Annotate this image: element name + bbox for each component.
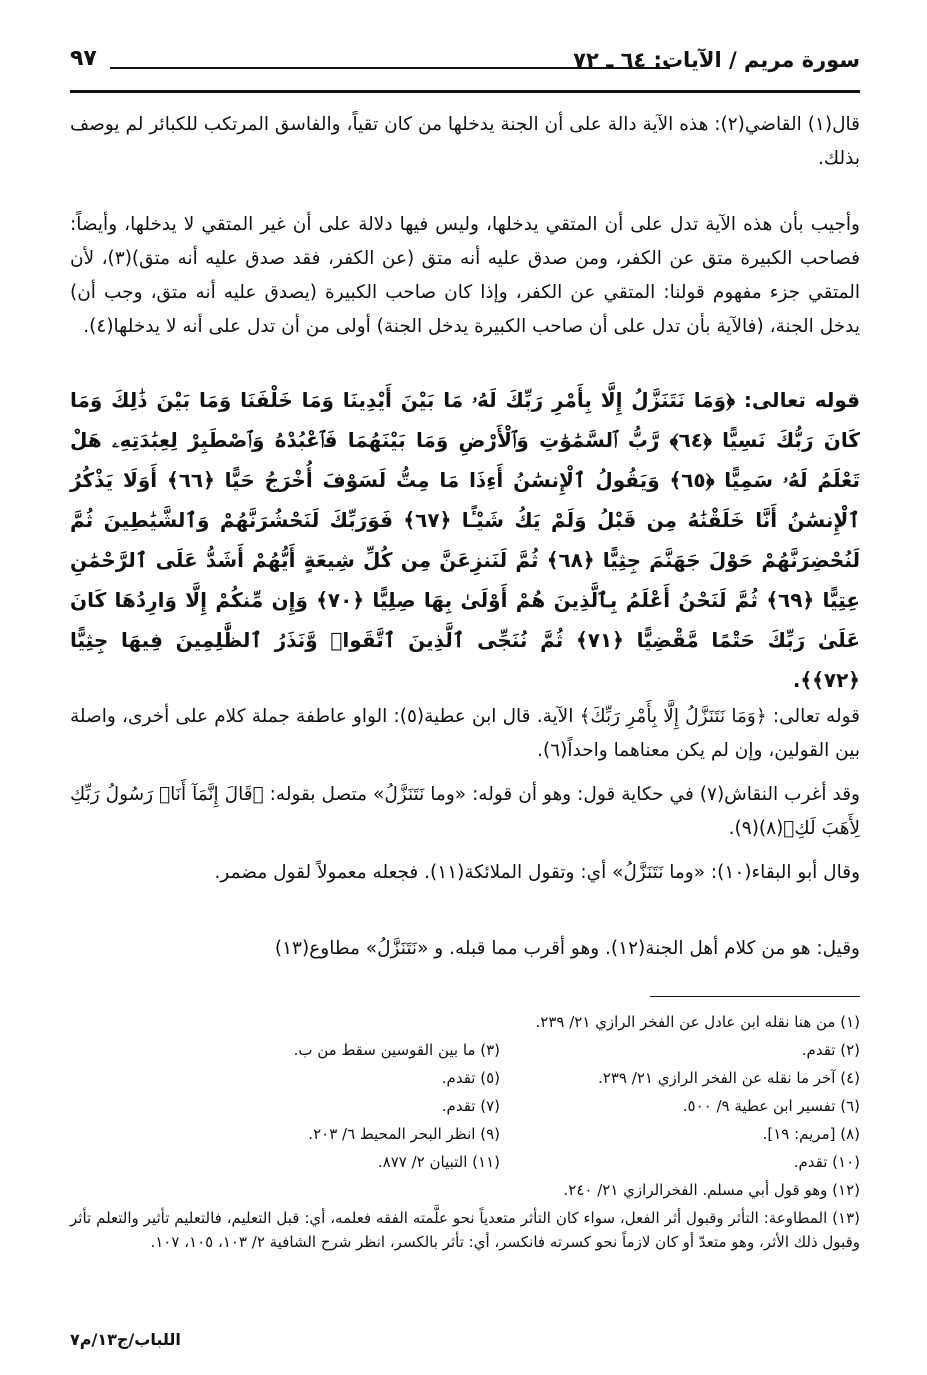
footnote-row — [70, 1122, 860, 1146]
footnote-row — [70, 1178, 860, 1202]
footnote-10: (١٠) تقدم. — [793, 1153, 860, 1171]
footnote-row — [70, 1066, 860, 1090]
footnote-row — [70, 1038, 860, 1062]
footnote-3: (٣) ما بين القوسين سقط من ب. — [293, 1041, 500, 1059]
main-text-3 — [70, 700, 860, 768]
page-number: ٩٧ — [70, 46, 97, 71]
footnote-7: (٧) تقدم. — [441, 1097, 500, 1115]
footnote-8: (٨) [مريم: ١٩]. — [762, 1125, 860, 1143]
footnote-5: (٥) تقدم. — [441, 1069, 500, 1087]
footnote-9: (٩) انظر البحر المحيط ٦/ ٢٠٣. — [308, 1125, 500, 1143]
paragraph-4: وقد أغرب النقاش(٧) في حكاية قول: وهو أن قوله: «وما نَتَنَزَّلُ» متصل بقوله: ﴿قَالَ إِنَّمَآ أَنَا۠ رَسُولُ رَبِّكِ لِأَهَبَ لَكِ﴾(٨)(٩). — [70, 784, 860, 839]
main-text-4 — [70, 778, 860, 846]
footnote-13: (١٣) المطاوعة: التأثر وقبول أثر الفعل، سواء كان التأثر متعدياً نحو علَّمته الفقه فعلمه، أي: قبل التعليم، فالتعليم تأثير والتعلم تأثر وقبول ذلك الأثر، وهو متعدّ أو كان لازماً نحو كسرته فانكسر، أي: تأثر بالكسر، انظر شرح الشافية ٢/ ١٠٣، ١٠٥، ١٠٧. — [70, 1209, 860, 1251]
footnote-row — [70, 1094, 860, 1118]
paragraph-1: قال(١) القاضي(٢): هذه الآية دالة على أن الجنة يدخلها من كان تقياً، والفاسق المرتكب للكبائر لم يوصف بذلك. — [70, 114, 860, 169]
footnote-6: (٦) تفسير ابن عطية ٩/ ٥٠٠. — [682, 1097, 860, 1115]
header-dash-line — [110, 67, 670, 69]
main-text-6 — [70, 932, 860, 966]
running-header — [70, 40, 860, 84]
paragraph-3: قوله تعالى: ﴿وَمَا نَتَنَزَّلُ إِلَّا بِأَمْرِ رَبِّكَ﴾ الآية. قال ابن عطية(٥): الواو عاطفة جملة كلام على أخرى، واصلة بين القولين، وإن لم يكن معناهما واحداً(٦). — [70, 706, 860, 761]
quran-verses — [70, 380, 860, 700]
footnote-row — [70, 1010, 860, 1034]
paragraph-6: وقيل: هو من كلام أهل الجنة(١٢). وهو أقرب مما قبله. و «نَتَنَزَّلُ» مطاوع(١٣) — [274, 938, 860, 959]
footnote-separator — [650, 996, 860, 997]
footnote-12: (١٢) وهو قول أبي مسلم. الفخرالرازي ٢١/ ٢٤٠. — [563, 1181, 860, 1199]
footnote-4: (٤) آخر ما نقله عن الفخر الرازي ٢١/ ٢٣٩. — [598, 1069, 860, 1087]
surah-title: سورة مريم / الآيات: ٦٤ ـ ٧٢ — [573, 48, 860, 72]
main-text-5 — [70, 856, 860, 890]
main-text-2 — [70, 208, 860, 344]
footnote-2: (٢) تقدم. — [801, 1041, 860, 1059]
footnotes — [70, 1010, 860, 1320]
header-rule — [70, 90, 860, 93]
volume-signature: اللباب/ج١٣/م٧ — [70, 1330, 181, 1349]
paragraph-2: وأجيب بأن هذه الآية تدل على أن المتقي يدخلها، وليس فيها دلالة على أن غير المتقي لا يدخلها، وأيضاً: فصاحب الكبيرة متق عن الكفر، ومن صدق عليه أنه متق (عن الكفر، فقد صدق عليه أنه متق)(٣)، لأن المتقي جزء مفهوم قولنا: المتقي عن الكفر، وإذا كان صاحب الكبيرة (يصدق عليه أنه متق، وجب أن) يدخل الجنة، (فالآية بأن تدل على أن صاحب الكبيرة يدخل الجنة) أولى من أن تدل على أنه لا يدخلها(٤). — [70, 214, 860, 337]
main-text-1 — [70, 108, 860, 176]
footnote-1: (١) من هنا نقله ابن عادل عن الفخر الرازي ٢١/ ٢٣٩. — [535, 1013, 860, 1031]
footnote-11: (١١) التبيان ٢/ ٨٧٧. — [377, 1153, 500, 1171]
quran-verses-text: قوله تعالى: ﴿وَمَا نَتَنَزَّلُ إِلَّا بِأَمْرِ رَبِّكَ لَهُۥ مَا بَيْنَ أَيْدِينَا وَمَا خَلْفَنَا وَمَا بَيْنَ ذَٰلِكَ وَمَا كَانَ رَبُّكَ نَسِيًّا ﴿٦٤﴾ رَّبُّ ٱلسَّمَٰوَٰتِ وَٱلْأَرْضِ وَمَا بَيْنَهُمَا فَٱعْبُدْهُ وَٱصْطَبِرْ لِعِبَٰدَتِهِۦ هَلْ تَعْلَمُ لَهُۥ سَمِيًّا ﴿٦٥﴾ وَيَقُولُ ٱلْإِنسَٰنُ أَءِذَا مَا مِتُّ لَسَوْفَ أُخْرَجُ حَيًّا ﴿٦٦﴾ أَوَلَا يَذْكُرُ ٱلْإِنسَٰنُ أَنَّا خَلَقْنَٰهُ مِن قَبْلُ وَلَمْ يَكُ شَيْـًٔا ﴿٦٧﴾ فَوَرَبِّكَ لَنَحْشُرَنَّهُمْ وَٱلشَّيَٰطِينَ ثُمَّ لَنُحْضِرَنَّهُمْ حَوْلَ جَهَنَّمَ جِثِيًّا ﴿٦٨﴾ ثُمَّ لَنَنزِعَنَّ مِن كُلِّ شِيعَةٍ أَيُّهُمْ أَشَدُّ عَلَى ٱلرَّحْمَٰنِ عِتِيًّا ﴿٦٩﴾ ثُمَّ لَنَحْنُ أَعْلَمُ بِٱلَّذِينَ هُمْ أَوْلَىٰ بِهَا صِلِيًّا ﴿٧٠﴾ وَإِن مِّنكُمْ إِلَّا وَارِدُهَا كَانَ عَلَىٰ رَبِّكَ حَتْمًا مَّقْضِيًّا ﴿٧١﴾ ثُمَّ نُنَجِّى ٱلَّذِينَ ٱتَّقَوا۟ وَّنَذَرُ ٱلظَّٰلِمِينَ فِيهَا جِثِيًّا ﴿٧٢﴾﴾. — [70, 388, 861, 692]
footnote-row — [70, 1150, 860, 1174]
paragraph-5: وقال أبو البقاء(١٠): «وما نَتَنَزَّلُ» أي: وتقول الملائكة(١١). فجعله معمولاً لقول مضمر. — [214, 862, 860, 883]
